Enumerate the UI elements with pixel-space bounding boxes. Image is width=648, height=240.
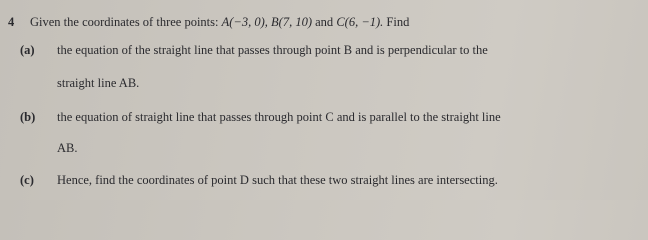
- part-b-line-2: AB.: [57, 141, 78, 155]
- part-a-line-1: the equation of the straight line that passes through point B and is perpendicular to the: [57, 43, 488, 57]
- point-a: A(−3, 0),: [221, 15, 268, 29]
- question-stem: [30, 15, 409, 30]
- point-b: B(7, 10): [271, 15, 312, 29]
- question-number: 4: [8, 15, 15, 29]
- part-c-label: (c): [20, 173, 34, 187]
- part-a-label: (a): [20, 43, 35, 57]
- part-c-line-1: Hence, find the coordinates of point D such that these two straight lines are intersecting.: [57, 173, 498, 187]
- part-a-line-2: straight line AB.: [57, 76, 140, 90]
- part-b-label: (b): [20, 110, 36, 124]
- find-word: Find: [386, 15, 410, 29]
- part-b-line-1: the equation of straight line that passes through point C and is parallel to the straight line: [57, 110, 501, 124]
- point-c: C(6, −1).: [336, 15, 384, 29]
- and-word: and: [315, 15, 334, 29]
- stem-prefix: Given the coordinates of three points:: [30, 15, 219, 29]
